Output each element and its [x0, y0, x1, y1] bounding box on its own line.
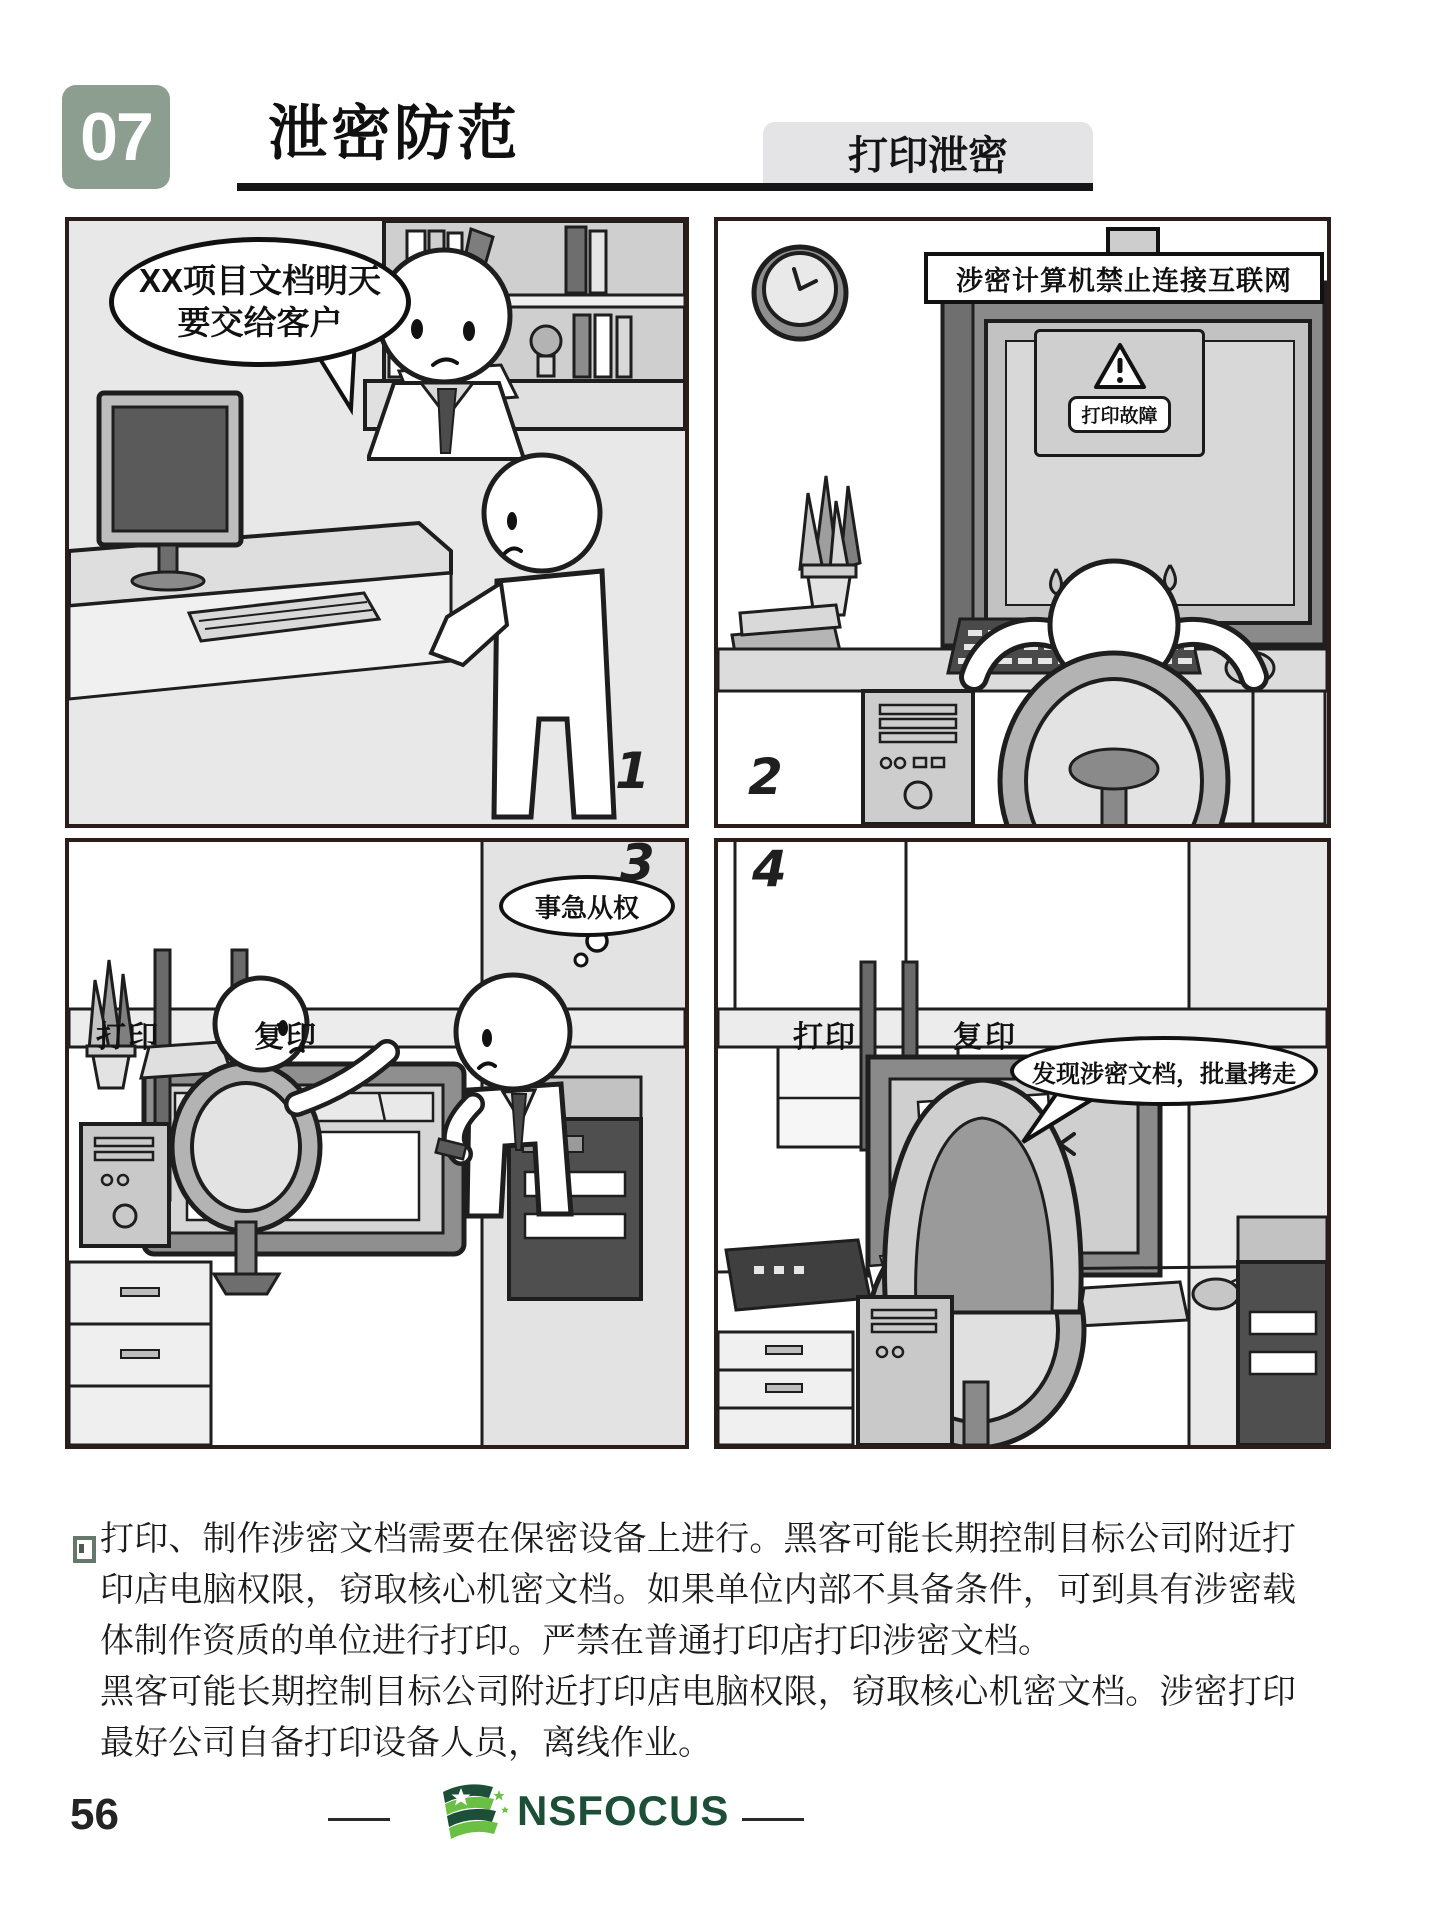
comic-panel-3 — [65, 838, 689, 1449]
page-title: 泄密防范 — [268, 100, 520, 167]
error-dialog — [1034, 329, 1205, 457]
print-sign: 打印 — [793, 1021, 857, 1054]
warning-triangle-icon — [1093, 342, 1147, 390]
computer-tower-icon — [858, 1297, 952, 1445]
comic-panel-2 — [714, 217, 1331, 828]
panel-number-4: 4 — [752, 840, 787, 898]
panel-number-3: 3 — [620, 834, 655, 892]
copy-sign: 复印 — [254, 1021, 318, 1054]
copy-sign: 复印 — [953, 1021, 1017, 1054]
laptop-icon — [726, 1240, 870, 1310]
panel-4-scene — [718, 842, 1327, 1445]
keyboard-icon — [1078, 1282, 1188, 1326]
chapter-number-badge: 07 — [62, 85, 170, 189]
brand-name: NSFOCUS — [517, 1787, 730, 1834]
comic-panel-1 — [65, 217, 689, 828]
panel-number-1: 1 — [615, 742, 650, 800]
panel-number-2: 2 — [748, 748, 783, 806]
computer-tower-icon — [81, 1124, 169, 1246]
printer-icon — [1238, 1217, 1327, 1445]
speech-line: 要交给客户 — [177, 304, 343, 341]
note-bullet-icon — [73, 1536, 96, 1563]
topic-label: 打印泄密 — [763, 122, 1093, 183]
speech-bubble — [109, 237, 411, 367]
note-paragraph: 黑客可能长期控制目标公司附近打印店电脑权限，窃取核心机密文档。涉密打印最好公司自备打印设备人员，离线作业。 — [100, 1673, 1296, 1762]
brand-flag-icon — [437, 1780, 511, 1842]
footer-rule-left — [328, 1818, 390, 1821]
panel-2-scene — [718, 221, 1327, 824]
thought-trail-icon — [575, 954, 587, 966]
print-sign: 打印 — [96, 1021, 160, 1054]
wall-clock-icon — [754, 247, 846, 339]
speech-line: XX项目文档明天 — [138, 262, 382, 299]
drawer-cabinet-icon — [718, 1332, 853, 1445]
thought-bubble: 事急从权 — [499, 875, 675, 937]
speech-bubble: 发现涉密文档，批量拷走 — [1010, 1036, 1318, 1106]
note-paragraph: 打印、制作涉密文档需要在保密设备上进行。黑客可能长期控制目标公司附近打印店电脑权限，窃取核心机密文档。如果单位内部不具备条件，可到具有涉密载体制作资质的单位进行打印。严禁在普通打印店打印涉密文档。 — [100, 1520, 1296, 1660]
title-underline — [237, 183, 1093, 191]
error-button: 打印故障 — [1068, 396, 1170, 433]
footer-rule-right — [742, 1818, 804, 1821]
note-text-block — [100, 1514, 1296, 1769]
brand-logo — [437, 1780, 729, 1842]
drawer-cabinet-icon — [69, 1262, 211, 1445]
wall-sign: 涉密计算机禁止连接互联网 — [924, 252, 1324, 304]
page-number: 56 — [70, 1790, 119, 1839]
computer-tower-icon — [863, 691, 973, 824]
comic-panel-4 — [714, 838, 1331, 1449]
